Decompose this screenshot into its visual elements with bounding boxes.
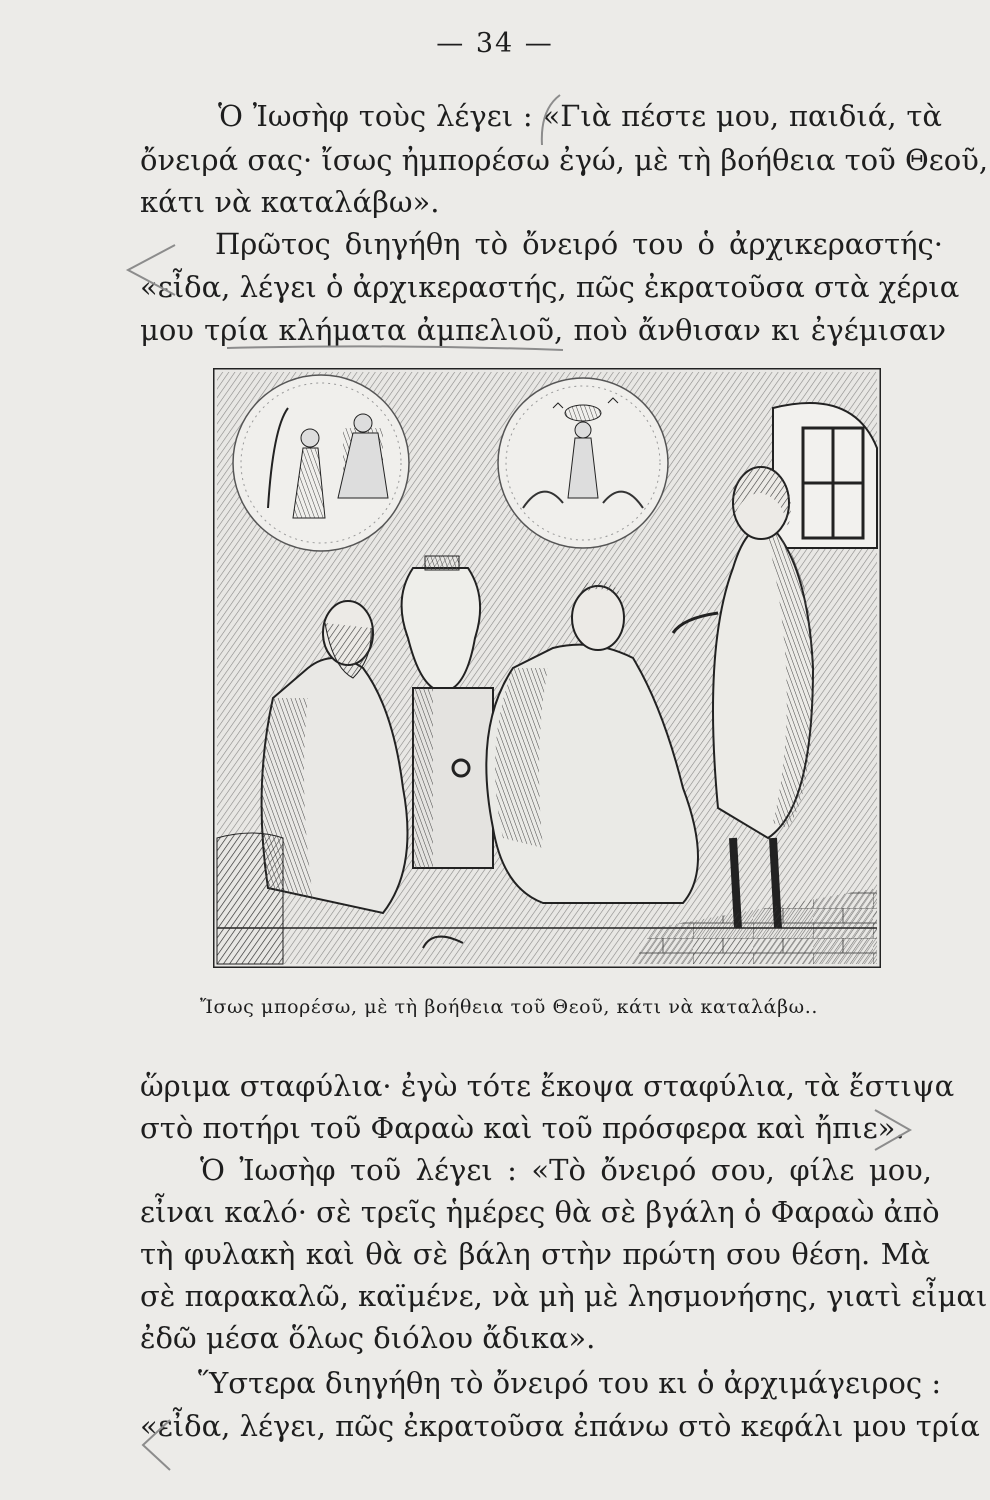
text-line: εἶναι καλό· σὲ τρεῖς ἡμέρες θὰ σὲ βγάλη ὁ Φαραὼ ἀπὸ (140, 1195, 940, 1229)
text-line: κάτι νὰ καταλάβω». (140, 185, 440, 219)
text-line: «εἶδα, λέγει, πῶς ἐκρατοῦσα ἐπάνω στὸ κεφάλι μου τρία (140, 1409, 980, 1443)
pencil-mark (120, 240, 180, 300)
text-line: τὴ φυλακὴ καὶ θὰ σὲ βάλη στὴν πρώτη σου θέση. Μὰ (140, 1237, 930, 1271)
text-line: σὲ παρακαλῶ, καϊμένε, νὰ μὴ μὲ λησμονήσης, γιατὶ εἶμαι (140, 1279, 988, 1313)
text-line: Ὁ Ἰωσὴφ τοῦ λέγει : «Τὸ ὄνειρό σου, φίλε μου, (200, 1153, 932, 1187)
text-line: ἐδῶ μέσα ὅλως διόλου ἄδικα». (140, 1321, 596, 1355)
text-line: Πρῶτος διηγήθη τὸ ὄνειρό του ὁ ἀρχικεραστής· (215, 227, 943, 261)
text-line: μου τρία κλήματα ἀμπελιοῦ, ποὺ ἄνθισαν κι ἐγέμισαν (140, 313, 946, 347)
pencil-mark (530, 90, 570, 150)
text-line: ὄνειρά σας· ἴσως ἠμπορέσω ἐγώ, μὲ τὴ βοήθεια τοῦ Θεοῦ, (140, 143, 989, 177)
text-line: «εἶδα, λέγει ὁ ἀρχικεραστής, πῶς ἐκρατοῦσα στὰ χέρια (140, 270, 960, 304)
illustration-caption: Ἴσως μπορέσω, μὲ τὴ βοήθεια τοῦ Θεοῦ, κάτι νὰ καταλάβω.. (200, 996, 819, 1018)
text-line: Ὁ Ἰωσὴφ τοὺς λέγει : «Γιὰ πέστε μου, παιδιά, τὰ (218, 99, 942, 133)
text-line: Ὕστερα διηγήθη τὸ ὄνειρό του κι ὁ ἀρχιμάγειρος : (198, 1366, 942, 1400)
text-line: στὸ ποτήρι τοῦ Φαραὼ καὶ τοῦ πρόσφερα καὶ ἤπιε». (140, 1111, 905, 1145)
page-number: — 34 — (436, 28, 554, 59)
engraving-illustration (213, 368, 881, 968)
pencil-mark (135, 1415, 175, 1475)
pencil-underline (225, 342, 565, 354)
text-line: ὥριμα σταφύλια· ἐγὼ τότε ἔκοψα σταφύλια, τὰ ἔστιψα (140, 1069, 955, 1103)
pencil-mark (870, 1105, 920, 1155)
